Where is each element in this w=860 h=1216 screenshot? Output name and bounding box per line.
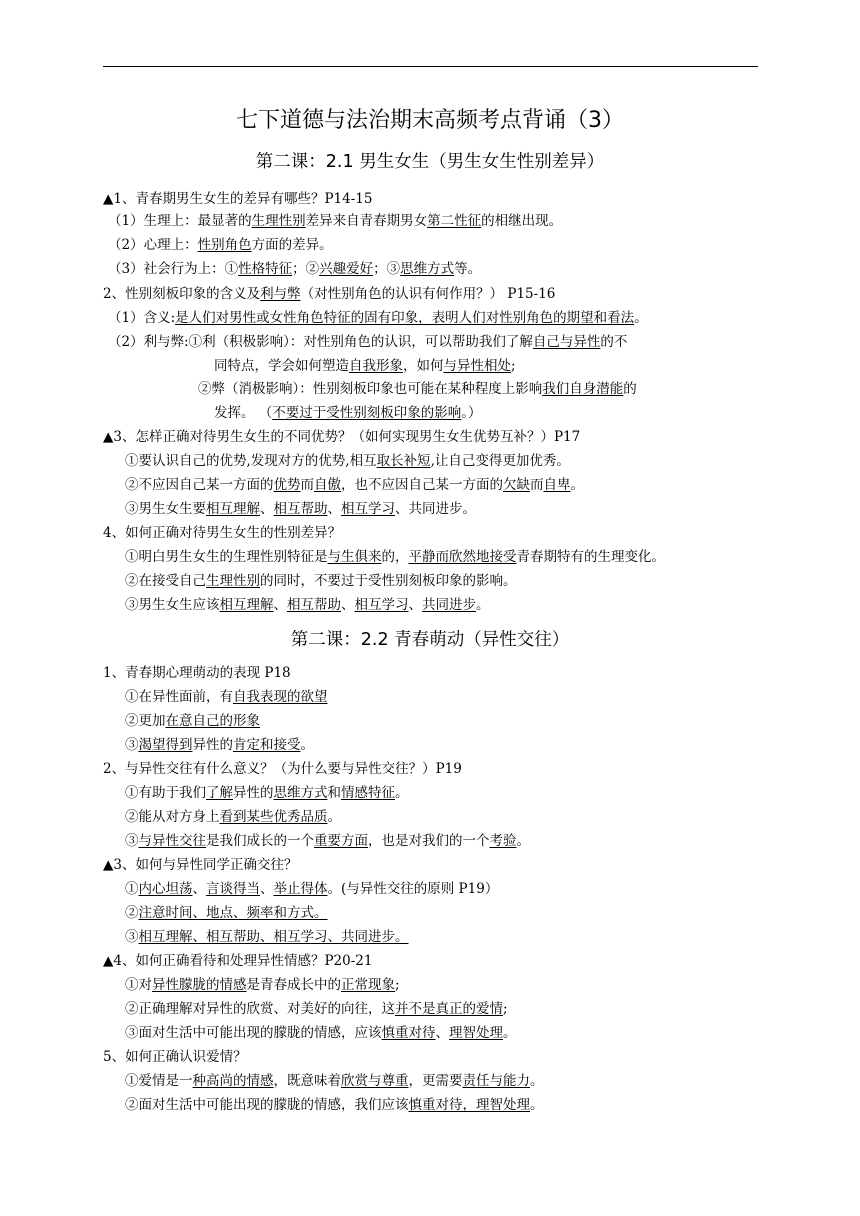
underlined-keyword: 了解 [206, 785, 233, 801]
underlined-keyword: 慎重对待 [381, 1025, 436, 1041]
underlined-keyword: 与生俱来 [327, 549, 382, 565]
underlined-keyword: 欠缺 [503, 477, 530, 493]
section2-line [125, 1000, 508, 1018]
text-run: ③ [125, 833, 139, 849]
underlined-keyword: 情感特征 [341, 785, 395, 801]
underlined-keyword: 言谈得当 [206, 881, 260, 897]
underlined-keyword: 自我表现的欲望 [233, 689, 328, 705]
section2-line [125, 736, 314, 754]
text-run: 的， [381, 549, 409, 565]
underlined-keyword: 内心坦荡 [138, 881, 193, 897]
text-run: 1、青春期心理萌动的表现 P18 [103, 665, 291, 681]
underlined-keyword: 自己与异性 [532, 334, 601, 350]
text-run: 、 [273, 597, 287, 613]
underlined-keyword: 思维方式 [400, 261, 455, 277]
text-run: 。 [503, 1025, 517, 1041]
section1-line [108, 212, 562, 230]
text-run: ③男生女生要 [125, 501, 206, 517]
underlined-keyword: 相互理解 [206, 501, 260, 517]
text-run: 。 [395, 785, 409, 801]
text-run: 的相继出现。 [481, 213, 563, 229]
text-run: 、 [408, 597, 422, 613]
top-rule [103, 66, 758, 67]
text-run: ，如何 [403, 358, 444, 374]
section1-line [125, 548, 665, 566]
text-run: 。 [327, 809, 341, 825]
underlined-keyword: 在意自己的形象 [165, 713, 260, 729]
section2-line [125, 1072, 544, 1090]
underlined-keyword: 第二性征 [427, 213, 482, 229]
text-run: 4、如何正确对待男生女生的性别差异？ [103, 525, 342, 541]
section2-line [125, 880, 498, 898]
underlined-keyword: 举止得体 [273, 881, 328, 897]
text-run: （3）社会行为上：① [108, 261, 239, 277]
underlined-keyword: 与异性交往 [138, 833, 206, 849]
section2-line [125, 1024, 517, 1042]
underlined-keyword: 兴趣爱好 [319, 261, 374, 277]
text-run: 。 [300, 737, 314, 753]
text-run: ①对 [125, 977, 152, 993]
text-run: 。 [516, 833, 530, 849]
underlined-keyword: 考验 [489, 833, 517, 849]
underlined-keyword: 肯定和接受 [233, 737, 301, 753]
section2-line [125, 928, 409, 946]
section2-line [125, 832, 530, 850]
underlined-keyword: 看到某些优秀品质 [219, 809, 328, 825]
section2-line [103, 664, 291, 682]
underlined-keyword: 思维方式 [273, 785, 328, 801]
text-run: ① [125, 881, 139, 897]
underlined-keyword: 生理性别 [206, 573, 260, 589]
section2-heading: 第二课：2.2 青春萌动（异性交往） [290, 630, 570, 650]
text-run: ；② [292, 261, 320, 277]
text-run: ; [395, 977, 400, 993]
text-run: 。 [530, 1097, 544, 1113]
text-run: ②不应因自己某一方面的 [125, 477, 274, 493]
text-run: 。 [634, 310, 648, 326]
underlined-keyword: 正常现象 [341, 977, 395, 993]
underlined-keyword: 自我形象 [349, 358, 403, 374]
section1-heading: 第二课：2.1 男生女生（男生女生性别差异） [255, 152, 605, 172]
text-run: ②更加 [125, 713, 166, 729]
text-run: 同特点，学会如何塑造 [214, 358, 349, 374]
section1-line [103, 190, 372, 208]
text-run: ▲1、青春期男生女生的差异有哪些？P14-15 [103, 191, 373, 207]
text-run: 发挥。 （ [214, 405, 273, 421]
section1-line [198, 380, 637, 398]
underlined-keyword: 注意时间、地点、频率和方式。 [138, 905, 328, 921]
section1-line [214, 357, 516, 375]
text-run: ①有助于我们 [125, 785, 206, 801]
underlined-keyword: 自傲 [314, 477, 341, 493]
text-run: ▲4、如何正确看待和处理异性情感？P20-21 [103, 953, 373, 969]
section2-line [125, 904, 328, 922]
text-run: ，既意味着 [273, 1073, 341, 1089]
section2-line [125, 784, 409, 802]
text-run: 。 [570, 477, 584, 493]
section2-line [125, 976, 400, 994]
text-run: 、 [260, 881, 274, 897]
section1-line [103, 285, 555, 303]
text-run: 2、性别刻板印象的含义及 [103, 286, 261, 302]
text-run: ，更需要 [408, 1073, 463, 1089]
text-run: 和 [327, 785, 341, 801]
text-run: ,让自己变得更加优秀。 [430, 453, 570, 469]
underlined-keyword: 平静而欣然地接受 [408, 549, 517, 565]
underlined-keyword: 我们自身潜能 [542, 381, 624, 397]
underlined-keyword: 共同进步 [422, 597, 476, 613]
text-run: 方面的差异。 [251, 237, 333, 253]
underlined-keyword: 性格特征 [238, 261, 293, 277]
text-run: ，也是对我们的一个 [368, 833, 490, 849]
text-run: 、共同进步。 [395, 501, 476, 517]
underlined-keyword: 相互理解 [219, 597, 274, 613]
section2-line [103, 1048, 247, 1066]
text-run: ①要认识自己的优势,发现对方的优势,相互 [125, 453, 377, 469]
text-run: ▲3、如何与异性同学正确交往？ [103, 857, 298, 873]
text-run: ②正确理解对异性的欣赏、对美好的向往，这 [125, 1001, 395, 1017]
text-run: （2）利与弊:①利（积极影响）：对性别角色的认识，可以帮助我们了解 [108, 334, 533, 350]
underlined-keyword: 优势 [273, 477, 301, 493]
underlined-keyword: 异性朦胧的情感 [152, 977, 247, 993]
text-run: 。(与异性交往的原则 P19） [327, 881, 499, 897]
underlined-keyword: 生理性别 [251, 213, 306, 229]
text-run: ②在接受自己 [125, 573, 206, 589]
text-run: ③面对生活中可能出现的朦胧的情感，应该 [125, 1025, 382, 1041]
text-run: 等。 [454, 261, 482, 277]
underlined-keyword: 理智处理 [449, 1025, 503, 1041]
text-run: ①爱情是一 [125, 1073, 193, 1089]
text-run: 异性的 [192, 737, 233, 753]
text-run: 。 [476, 597, 490, 613]
underlined-keyword: 慎重对待，理智处理 [408, 1097, 530, 1113]
text-run: 、 [327, 501, 341, 517]
section1-line [125, 500, 476, 518]
section2-line [125, 712, 260, 730]
text-run: ①明白男生女生的生理性别特征是 [125, 549, 328, 565]
underlined-keyword: 并不是真正的爱情 [395, 1001, 503, 1017]
underlined-keyword: 责任与能力 [462, 1073, 530, 1089]
underlined-keyword: 相互学习 [354, 597, 409, 613]
section1-line [103, 524, 341, 542]
text-run: 的不 [600, 334, 628, 350]
text-run: 、 [260, 501, 274, 517]
section1-line [125, 452, 570, 470]
text-run: ③ [125, 737, 139, 753]
text-run: （1）含义: [108, 310, 176, 326]
text-run: （2）心理上： [108, 237, 198, 253]
section1-line [125, 572, 517, 590]
text-run: ，也不应因自己某一方面的 [341, 477, 503, 493]
text-run: 、 [341, 597, 355, 613]
section2-line [125, 1096, 544, 1114]
section1-line [108, 309, 648, 327]
section2-line [103, 856, 297, 874]
underlined-keyword: 相互理解、相互帮助、相互学习、共同进步。 [138, 929, 409, 945]
section2-line [125, 808, 341, 826]
text-run: 的同时，不要过于受性别刻板印象的影响。 [260, 573, 517, 589]
text-run: ; [511, 358, 516, 374]
section1-line [214, 404, 482, 422]
text-run: （1）生理上：最显著的 [108, 213, 252, 229]
section1-line [125, 476, 584, 494]
text-run: 5、如何正确认识爱情？ [103, 1049, 247, 1065]
text-run: ③ [125, 929, 139, 945]
text-run: 是我们成长的一个 [206, 833, 314, 849]
text-run: 差异来自青春期男女 [305, 213, 428, 229]
text-run: （对性别角色的认识有何作用？） P15-16 [300, 286, 556, 302]
underlined-keyword: 是人们对男性或女性角色特征的固有印象，表明人们对性别角色的期望和看法 [175, 310, 635, 326]
text-run: ③男生女生应该 [125, 597, 220, 613]
text-run: 。 [530, 1073, 544, 1089]
underlined-keyword: 性别角色 [197, 237, 252, 253]
section2-line [103, 760, 462, 778]
section2-line [125, 688, 328, 706]
text-run: ②能从对方身上 [125, 809, 220, 825]
underlined-keyword: 渴望得到 [138, 737, 193, 753]
section1-line [108, 333, 627, 351]
text-run: ▲3、怎样正确对待男生女生的不同优势？（如何实现男生女生优势互补？）P17 [103, 429, 581, 445]
underlined-keyword: 不要过于受性别刻板印象的影响 [272, 405, 462, 421]
underlined-keyword: 利与弊 [260, 286, 301, 302]
underlined-keyword: 种高尚的情感 [192, 1073, 274, 1089]
text-run: 而 [530, 477, 544, 493]
underlined-keyword: 相互帮助 [287, 597, 341, 613]
underlined-keyword: 与异性相处 [443, 358, 511, 374]
underlined-keyword: 取长补短 [376, 453, 431, 469]
page-title: 七下道德与法治期末高频考点背诵（3） [236, 108, 624, 133]
text-run: 青春期特有的生理变化。 [516, 549, 665, 565]
section1-line [108, 236, 333, 254]
text-run: 2、与异性交往有什么意义？（为什么要与异性交往？）P19 [103, 761, 462, 777]
text-run: ; [503, 1001, 508, 1017]
underlined-keyword: 相互帮助 [273, 501, 328, 517]
section1-line [108, 260, 481, 278]
underlined-keyword: 重要方面 [314, 833, 368, 849]
text-run: 而 [300, 477, 314, 493]
underlined-keyword: 欣赏与尊重 [341, 1073, 409, 1089]
text-run: ①在异性面前，有 [125, 689, 233, 705]
text-run: 异性的 [233, 785, 274, 801]
text-run: ②弊（消极影响）：性别刻板印象也可能在某种程度上影响 [198, 381, 543, 397]
text-run: 。） [461, 405, 482, 421]
text-run: 是青春成长中的 [246, 977, 341, 993]
text-run: 、 [192, 881, 206, 897]
underlined-keyword: 相互学习 [341, 501, 395, 517]
text-run: 、 [435, 1025, 449, 1041]
section2-line [103, 952, 372, 970]
text-run: ② [125, 905, 139, 921]
section1-line [103, 428, 580, 446]
text-run: ；③ [373, 261, 401, 277]
section1-line [125, 596, 490, 614]
text-run: ②面对生活中可能出现的朦胧的情感，我们应该 [125, 1097, 409, 1113]
text-run: 的 [623, 381, 637, 397]
underlined-keyword: 自卑 [543, 477, 571, 493]
